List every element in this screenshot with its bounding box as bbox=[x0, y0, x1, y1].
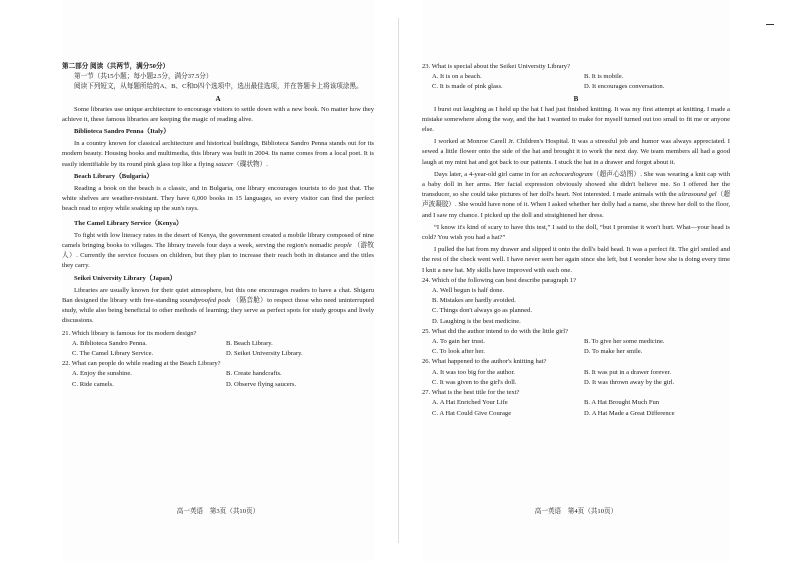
question-23-options bbox=[422, 72, 730, 92]
library2-title: Beach Library（Bulgaria） bbox=[74, 172, 153, 180]
question-22-options bbox=[62, 369, 374, 389]
instructions: 阅读下列短文，从每题所给的A、B、C和D四个选项中，选出最佳选项，并在答题卡上将该项涂黑。 bbox=[74, 83, 363, 91]
option-24d: D. Laughing is the best medicine. bbox=[432, 317, 521, 325]
library2-text: Reading a book on the beach is a classic, and in Bulgaria, one library encourages tourists to do just that. The white shelves are weather-resistant. They have 6,000 books in 15 languages, so every visitor can find the perfect beach read to enjoy while soaking up the sun's rays. bbox=[62, 185, 374, 213]
people-term: people bbox=[334, 242, 352, 250]
question-25: 25. What did the author intend to do with the little girl? bbox=[422, 327, 569, 335]
pods-term: soundproofed pods bbox=[180, 297, 231, 305]
left-page-footer: 高一英语 第3页（共10页） bbox=[176, 508, 260, 515]
option-25b: B. To give her some medicine. bbox=[584, 338, 665, 346]
option-27d: D. A Hat Made a Great Difference bbox=[584, 409, 675, 417]
option-24c: C. Things don't always go as planned. bbox=[432, 307, 532, 315]
option-25c: C. To look after her. bbox=[432, 348, 485, 356]
passage-b-p1: I burst out laughing as I held up the hat I had just finished knitting. It was my first attempt at knitting. I made a mistake somewhere along the way, and the hat I wanted to make for myself turned out too small to fit me or anyone else. bbox=[422, 105, 730, 134]
option-26a: A. It was too big for the author. bbox=[432, 368, 515, 376]
option-21b: B. Beach Library. bbox=[226, 339, 273, 347]
option-23a: A. It is on a beach. bbox=[432, 73, 482, 81]
question-21: 21. Which library is famous for its modern design? bbox=[62, 329, 197, 337]
option-27c: C. A Hat Could Give Courage bbox=[432, 409, 512, 417]
page-right bbox=[422, 0, 730, 561]
passage-b-letter: B bbox=[573, 94, 579, 103]
question-26: 26. What happened to the author's knitting hat? bbox=[422, 358, 547, 366]
gel-term: ultrasound gel bbox=[678, 191, 717, 199]
passage-a-letter: A bbox=[215, 94, 221, 103]
option-21c: C. The Camel Library Service. bbox=[72, 350, 154, 358]
section-title: 第二部分 阅读（共两节，满分50分） bbox=[62, 63, 170, 70]
library3-text: To fight with low literacy rates in the desert of Kenya, the government created a mobile library composed of nine camels bringing books to villages. The library travels four days a week, serving the region's nomadic people （游牧人）. Currently the service focuses on children, but they plan to increase their reach both in distance and the titles they carry. bbox=[62, 231, 374, 270]
subsection-title: 第一节（共15小题；每小题2.5分，满分37.5分） bbox=[74, 73, 213, 81]
option-22a: A. Enjoy the sunshine. bbox=[72, 370, 132, 378]
option-23b: B. It is mobile. bbox=[584, 73, 624, 81]
echocardiogram-term: echocardiogram bbox=[549, 170, 593, 178]
option-25d: D. To make her smile. bbox=[584, 348, 643, 356]
passage-a-intro: Some libraries use unique architecture to encourage visitors to settle down with a new book. No matter how they achieve it, these famous libraries are keeping the magic of reading alive. bbox=[62, 105, 374, 123]
option-23c: C. It is made of pink glass. bbox=[432, 83, 503, 91]
library3-title: The Camel Library Service（Kenya） bbox=[74, 219, 183, 227]
question-21-options bbox=[62, 339, 374, 359]
left-content bbox=[62, 62, 374, 390]
passage-b-p4: “I know it's kind of scary to have this test,” I said to the doll, “but I promise it won't hurt. What—your head is cold? You wish you had a hat?” bbox=[422, 223, 730, 242]
option-22c: C. Ride camels. bbox=[72, 380, 114, 388]
corner-mark bbox=[766, 24, 774, 25]
library4-title: Seikei University Library（Japan） bbox=[74, 274, 177, 282]
saucer-term: saucer bbox=[215, 160, 234, 168]
passage-b-p2: I worked at Monroe Carell Jr. Children's Hospital. It was a stressful job and humor was always appreciated. I sewed a little flower onto the side of the hat and brought it to work the next day. We team members all had a good laugh at my mini hat and got back to our patients. I stuck the hat in a drawer and forgot about it. bbox=[422, 138, 730, 166]
option-27b: B. A Hat Brought Much Fun bbox=[584, 399, 660, 407]
right-page-footer: 高一英语 第4页（共10页） bbox=[534, 508, 618, 515]
option-21d: D. Seikei University Library. bbox=[226, 350, 303, 358]
option-23d: D. It encourages conversation. bbox=[584, 83, 665, 91]
option-24b: B. Mistakes are hardly avoided. bbox=[432, 297, 516, 305]
question-24-options bbox=[422, 286, 730, 327]
option-22b: B. Create handcrafts. bbox=[226, 370, 282, 378]
question-27: 27. What is the best title for the text? bbox=[422, 389, 520, 397]
option-26d: D. It was thrown away by the girl. bbox=[584, 378, 675, 386]
passage-b-p5: I pulled the hat from my drawer and slipped it onto the doll's bald head. It was a perfect fit. The girl smiled and the rest of the check went well. I have never seen her again since she left, but I wonder how she is doing every time I knit a new hat. My skills have improved with each one. bbox=[422, 246, 730, 274]
question-25-options bbox=[422, 337, 730, 357]
option-21a: A. Biblioteca Sandro Penna. bbox=[72, 339, 147, 347]
option-27a: A. A Hat Enriched Your Life bbox=[432, 399, 508, 407]
page-spine bbox=[398, 18, 399, 543]
option-22d: D. Observe flying saucers. bbox=[226, 380, 297, 388]
library4-text: Libraries are usually known for their quiet atmosphere, but this one encourages readers to have a chat. Shigeru Ban designed the library with free-standing soundproofed pods （隔音舱）to respect those who need uninterrupted study, while also being beneficial to other methods of learning; they serve as perfect spots for study groups and lively discussions. bbox=[62, 286, 374, 325]
option-26b: B. It was put in a drawer forever. bbox=[584, 368, 671, 376]
option-26c: C. It was given to the girl's doll. bbox=[432, 378, 517, 386]
library1-text: In a country known for classical architecture and historical buildings, Biblioteca Sandro Penna stands out for its modern beauty. Housing books and multimedia, this library was built in 2004. Its name comes from a local poet. It is easily identifiable by its round pink glass top like a flying saucer（碟状物）. bbox=[62, 140, 374, 168]
question-26-options bbox=[422, 368, 730, 388]
question-27-options bbox=[422, 398, 730, 418]
right-content bbox=[422, 62, 730, 419]
question-23: 23. What is special about the Seikei University Library? bbox=[422, 63, 571, 70]
question-24: 24. Which of the following can best describe paragraph 1? bbox=[422, 276, 577, 284]
library1-title: Biblioteca Sandro Penna（Italy） bbox=[74, 128, 170, 136]
question-22: 22. What can people do while reading at the Beach Library? bbox=[62, 360, 221, 368]
option-24a: A. Well begun is half done. bbox=[432, 287, 505, 295]
option-25a: A. To gain her trust. bbox=[432, 338, 485, 346]
passage-b-p3: Days later, a 4-year-old girl came in for an echocardiogram（超声心动图）. She was wearing a knit cap with a baby doll in her arms. Her facial expression obviously showed she didn't believe me. So I offered her the transducer, so she could take pictures of her doll's heart. Not interested. I made animals with the ultrasound gel（超声波凝胶）. She would have none of it. When I asked whether her dolly had a name, she threw her doll to the floor, and I saw my chance. I picked up the doll and straightened her dress. bbox=[422, 170, 730, 219]
page-left bbox=[62, 0, 374, 561]
